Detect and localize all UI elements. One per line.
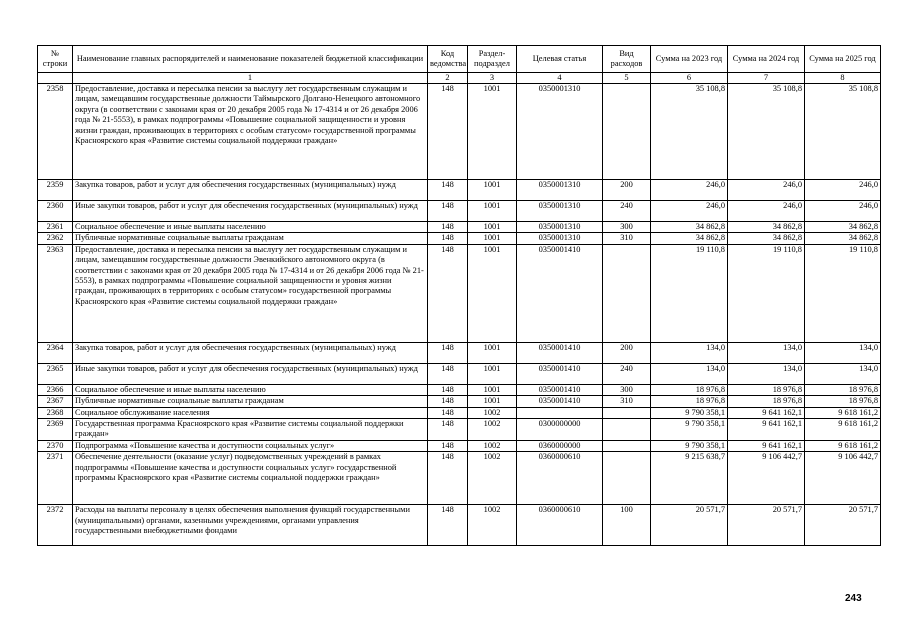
row-razd: 1001 <box>468 84 517 180</box>
row-sum-2023: 9 790 358,1 <box>651 407 728 418</box>
header-no: № строки <box>38 46 73 73</box>
row-vid <box>603 84 651 180</box>
row-sum-2023: 134,0 <box>651 342 728 363</box>
row-cel: 0360000000 <box>517 441 603 452</box>
row-vid: 300 <box>603 222 651 233</box>
row-sum-2025: 35 108,8 <box>805 84 881 180</box>
row-name: Публичные нормативные социальные выплаты гражданам <box>73 396 428 407</box>
row-sum-2024: 18 976,8 <box>728 396 805 407</box>
row-number: 2358 <box>38 84 73 180</box>
row-name: Подпрограмма «Повышение качества и доступности социальных услуг» <box>73 441 428 452</box>
row-sum-2024: 246,0 <box>728 201 805 222</box>
row-sum-2023: 9 215 638,7 <box>651 452 728 505</box>
row-sum-2023: 9 790 358,1 <box>651 441 728 452</box>
row-kod: 148 <box>428 363 468 384</box>
row-vid: 240 <box>603 201 651 222</box>
row-name: Обеспечение деятельности (оказание услуг) подведомственных учреждений в рамках подпрограммы «Повышение качества и доступности социальных услуг» государственной программы Красноярского края «Развитие системы социальной поддержки граждан» <box>73 452 428 505</box>
row-razd: 1002 <box>468 407 517 418</box>
row-sum-2023: 35 108,8 <box>651 84 728 180</box>
row-sum-2025: 18 976,8 <box>805 396 881 407</box>
row-razd: 1001 <box>468 244 517 342</box>
table-row <box>38 441 881 452</box>
header-name: Наименование главных распорядителей и наименование показателей бюджетной классификации <box>73 46 428 73</box>
table-row <box>38 407 881 418</box>
row-sum-2023: 246,0 <box>651 201 728 222</box>
table-row <box>38 505 881 546</box>
row-sum-2023: 18 976,8 <box>651 396 728 407</box>
row-razd: 1002 <box>468 419 517 441</box>
row-name: Социальное обслуживание населения <box>73 407 428 418</box>
row-sum-2025: 9 618 161,2 <box>805 419 881 441</box>
row-sum-2024: 134,0 <box>728 363 805 384</box>
row-sum-2025: 34 862,8 <box>805 233 881 244</box>
row-number: 2368 <box>38 407 73 418</box>
page-number: 243 <box>845 593 862 604</box>
header-kod: Код ведомства <box>428 46 468 73</box>
row-sum-2023: 19 110,8 <box>651 244 728 342</box>
row-number: 2365 <box>38 363 73 384</box>
header-razd: Раздел-подраздел <box>468 46 517 73</box>
column-number: 3 <box>468 73 517 84</box>
row-name: Социальное обеспечение и иные выплаты населению <box>73 222 428 233</box>
row-name: Предоставление, доставка и пересылка пенсии за выслугу лет государственным служащим и лицам, замещавшим государственные должности Таймырского Долгано-Ненецкого автономного округа (в соответствии с законами края от 20 декабря 2005 года № 17-4314 и от 26 декабря 2006 года № 21-5553), в рамках подпрограммы «Повышение социальной защищенности и уровня жизни граждан, проживающих в территориях с особым статусом» государственной программы Красноярского края «Развитие системы социальной поддержки граждан» <box>73 84 428 180</box>
row-vid: 200 <box>603 180 651 201</box>
row-number: 2364 <box>38 342 73 363</box>
row-name: Иные закупки товаров, работ и услуг для обеспечения государственных (муниципальных) нужд <box>73 363 428 384</box>
row-sum-2025: 134,0 <box>805 342 881 363</box>
row-kod: 148 <box>428 342 468 363</box>
row-cel: 0300000000 <box>517 419 603 441</box>
row-sum-2023: 34 862,8 <box>651 222 728 233</box>
table-row <box>38 180 881 201</box>
row-sum-2023: 9 790 358,1 <box>651 419 728 441</box>
row-sum-2025: 18 976,8 <box>805 384 881 395</box>
row-kod: 148 <box>428 384 468 395</box>
row-sum-2024: 20 571,7 <box>728 505 805 546</box>
table-row <box>38 419 881 441</box>
header-sum-2025: Сумма на 2025 год <box>805 46 881 73</box>
row-name: Социальное обеспечение и иные выплаты населению <box>73 384 428 395</box>
row-sum-2025: 20 571,7 <box>805 505 881 546</box>
header-cel: Целевая статья <box>517 46 603 73</box>
table-row <box>38 222 881 233</box>
row-cel: 0360000610 <box>517 452 603 505</box>
column-number: 4 <box>517 73 603 84</box>
budget-sheet <box>37 45 880 546</box>
row-name: Закупка товаров, работ и услуг для обеспечения государственных (муниципальных) нужд <box>73 342 428 363</box>
header-sum-2024: Сумма на 2024 год <box>728 46 805 73</box>
row-kod: 148 <box>428 505 468 546</box>
row-sum-2023: 246,0 <box>651 180 728 201</box>
row-razd: 1001 <box>468 363 517 384</box>
column-number: 5 <box>603 73 651 84</box>
row-sum-2025: 9 618 161,2 <box>805 441 881 452</box>
row-razd: 1001 <box>468 233 517 244</box>
table-row <box>38 201 881 222</box>
row-kod: 148 <box>428 201 468 222</box>
row-cel <box>517 407 603 418</box>
row-kod: 148 <box>428 407 468 418</box>
row-cel: 0350001410 <box>517 342 603 363</box>
table-row <box>38 244 881 342</box>
row-kod: 148 <box>428 441 468 452</box>
row-cel: 0350001310 <box>517 84 603 180</box>
row-sum-2024: 246,0 <box>728 180 805 201</box>
row-razd: 1002 <box>468 505 517 546</box>
table-row <box>38 396 881 407</box>
table-row <box>38 452 881 505</box>
header-vid: Вид расходов <box>603 46 651 73</box>
row-cel: 0350001410 <box>517 244 603 342</box>
row-razd: 1002 <box>468 452 517 505</box>
row-sum-2025: 134,0 <box>805 363 881 384</box>
row-kod: 148 <box>428 396 468 407</box>
row-razd: 1001 <box>468 180 517 201</box>
row-name: Закупка товаров, работ и услуг для обеспечения государственных (муниципальных) нужд <box>73 180 428 201</box>
table-row <box>38 84 881 180</box>
row-name: Иные закупки товаров, работ и услуг для обеспечения государственных (муниципальных) нужд <box>73 201 428 222</box>
header-row <box>38 46 881 73</box>
table-row <box>38 384 881 395</box>
row-number: 2362 <box>38 233 73 244</box>
row-sum-2025: 19 110,8 <box>805 244 881 342</box>
column-number: 2 <box>428 73 468 84</box>
row-sum-2023: 18 976,8 <box>651 384 728 395</box>
row-vid <box>603 452 651 505</box>
row-name: Государственная программа Красноярского края «Развитие системы социальной поддержки граждан» <box>73 419 428 441</box>
row-razd: 1001 <box>468 201 517 222</box>
row-number: 2360 <box>38 201 73 222</box>
row-razd: 1001 <box>468 384 517 395</box>
column-number: 1 <box>73 73 428 84</box>
row-razd: 1001 <box>468 222 517 233</box>
row-sum-2025: 246,0 <box>805 180 881 201</box>
row-sum-2025: 34 862,8 <box>805 222 881 233</box>
row-vid: 310 <box>603 396 651 407</box>
row-vid: 310 <box>603 233 651 244</box>
table-body <box>38 84 881 546</box>
row-razd: 1001 <box>468 396 517 407</box>
row-cel: 0350001310 <box>517 180 603 201</box>
row-number: 2363 <box>38 244 73 342</box>
row-sum-2025: 9 618 161,2 <box>805 407 881 418</box>
row-sum-2024: 18 976,8 <box>728 384 805 395</box>
row-cel: 0350001410 <box>517 396 603 407</box>
row-vid <box>603 419 651 441</box>
column-number: 6 <box>651 73 728 84</box>
row-cel: 0350001410 <box>517 384 603 395</box>
row-sum-2024: 9 106 442,7 <box>728 452 805 505</box>
row-sum-2024: 134,0 <box>728 342 805 363</box>
row-name: Предоставление, доставка и пересылка пенсии за выслугу лет государственным служащим и лицам, замещавшим государственные должности Эвенкийского автономного округа (в соответствии с законами края от 20 декабря 2005 года № 17-4314 и от 26 декабря 2006 года № 21-5553), в рамках подпрограммы «Повышение социальной защищенности и уровня жизни граждан, проживающих в территориях с особым статусом» государственной программы Красноярского края «Развитие системы социальной поддержки граждан» <box>73 244 428 342</box>
row-number: 2367 <box>38 396 73 407</box>
table-row <box>38 363 881 384</box>
row-number: 2361 <box>38 222 73 233</box>
row-sum-2023: 34 862,8 <box>651 233 728 244</box>
column-number-row <box>38 73 881 84</box>
row-kod: 148 <box>428 84 468 180</box>
row-vid: 240 <box>603 363 651 384</box>
row-kod: 148 <box>428 180 468 201</box>
row-razd: 1002 <box>468 441 517 452</box>
row-vid <box>603 407 651 418</box>
column-number <box>38 73 73 84</box>
row-sum-2023: 134,0 <box>651 363 728 384</box>
row-sum-2024: 35 108,8 <box>728 84 805 180</box>
row-number: 2369 <box>38 419 73 441</box>
row-number: 2366 <box>38 384 73 395</box>
row-kod: 148 <box>428 233 468 244</box>
column-number: 7 <box>728 73 805 84</box>
row-kod: 148 <box>428 244 468 342</box>
row-sum-2023: 20 571,7 <box>651 505 728 546</box>
row-cel: 0350001310 <box>517 233 603 244</box>
row-number: 2359 <box>38 180 73 201</box>
row-sum-2024: 9 641 162,1 <box>728 419 805 441</box>
table-row <box>38 342 881 363</box>
row-cel: 0360000610 <box>517 505 603 546</box>
row-vid: 100 <box>603 505 651 546</box>
row-sum-2024: 9 641 162,1 <box>728 441 805 452</box>
row-cel: 0350001310 <box>517 222 603 233</box>
row-vid: 200 <box>603 342 651 363</box>
row-sum-2024: 19 110,8 <box>728 244 805 342</box>
row-sum-2024: 34 862,8 <box>728 233 805 244</box>
table-row <box>38 233 881 244</box>
row-sum-2025: 246,0 <box>805 201 881 222</box>
column-number: 8 <box>805 73 881 84</box>
row-vid <box>603 441 651 452</box>
row-number: 2372 <box>38 505 73 546</box>
row-sum-2025: 9 106 442,7 <box>805 452 881 505</box>
row-name: Расходы на выплаты персоналу в целях обеспечения выполнения функций государственными (муниципальными) органами, казенными учреждениями, органами управления государственными внебюджетными фондами <box>73 505 428 546</box>
budget-table <box>37 45 881 546</box>
row-kod: 148 <box>428 452 468 505</box>
row-vid: 300 <box>603 384 651 395</box>
row-vid <box>603 244 651 342</box>
row-name: Публичные нормативные социальные выплаты гражданам <box>73 233 428 244</box>
row-cel: 0350001410 <box>517 363 603 384</box>
row-number: 2371 <box>38 452 73 505</box>
row-number: 2370 <box>38 441 73 452</box>
row-sum-2024: 34 862,8 <box>728 222 805 233</box>
row-sum-2024: 9 641 162,1 <box>728 407 805 418</box>
row-razd: 1001 <box>468 342 517 363</box>
row-cel: 0350001310 <box>517 201 603 222</box>
header-sum-2023: Сумма на 2023 год <box>651 46 728 73</box>
row-kod: 148 <box>428 222 468 233</box>
row-kod: 148 <box>428 419 468 441</box>
